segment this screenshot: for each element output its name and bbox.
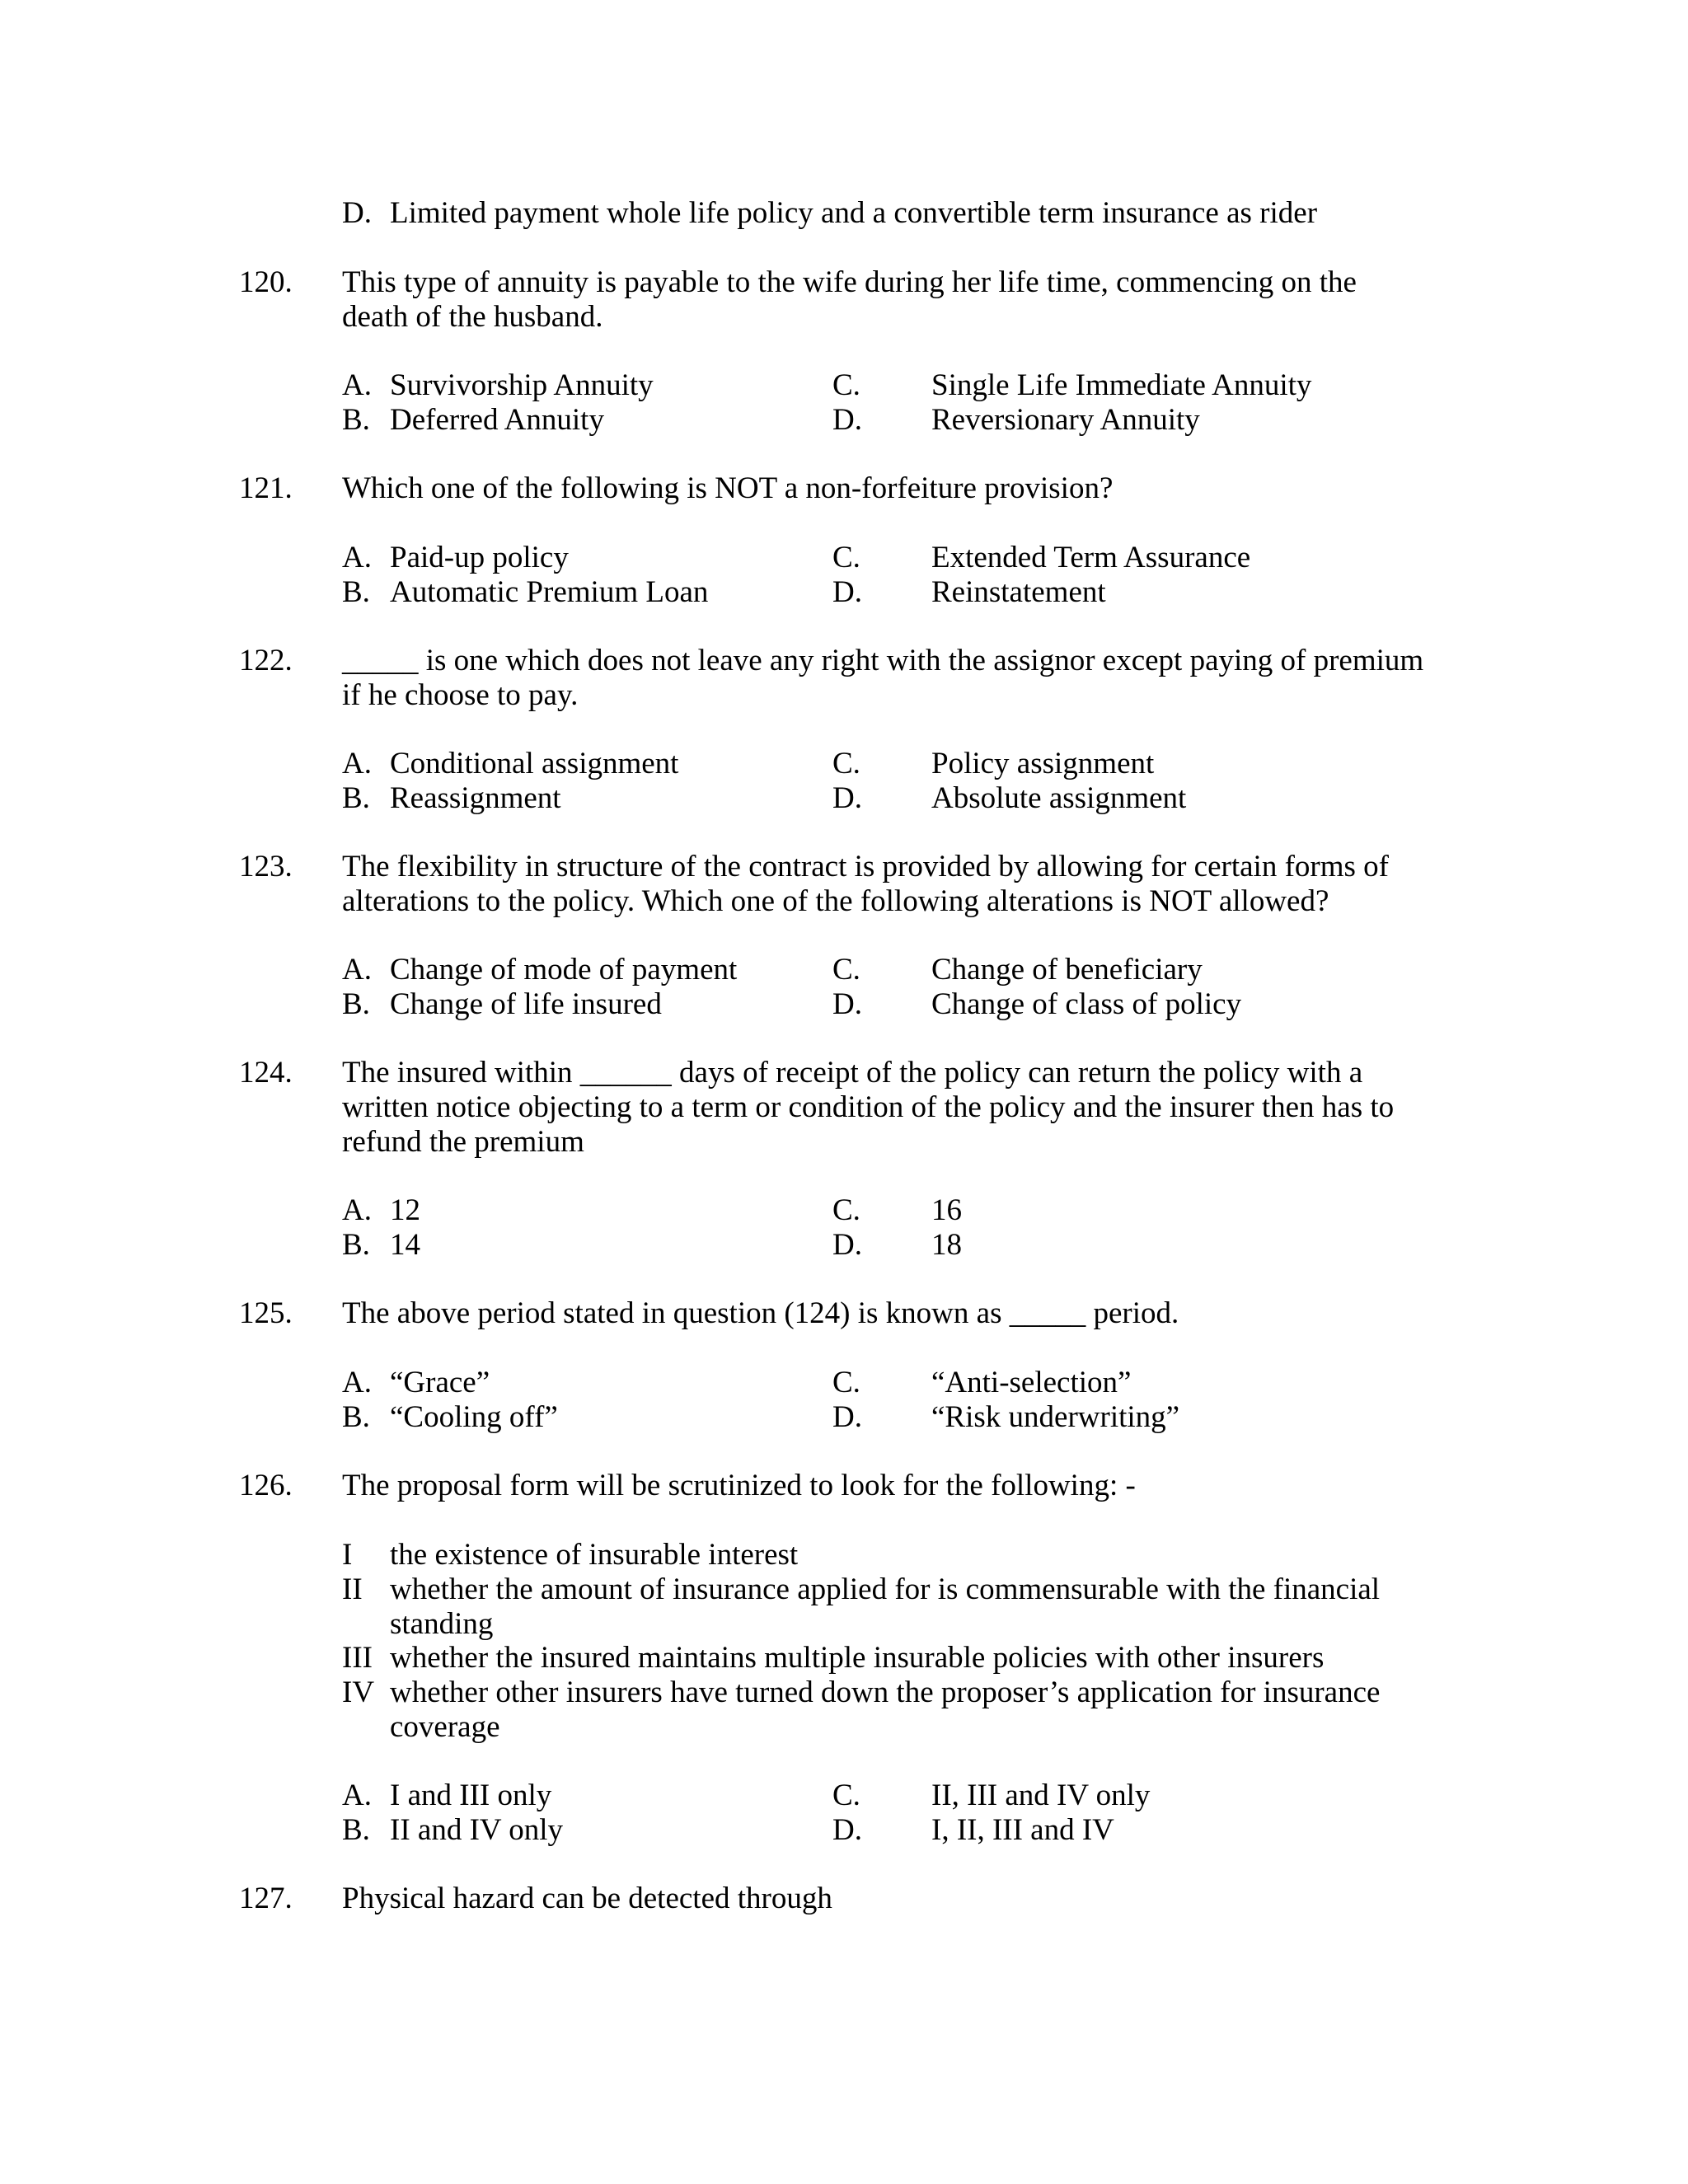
statement-numeral: II: [342, 1572, 363, 1606]
question-text-part: days of receipt of the policy can return the policy with a written notice objecting to a term or condition of the policy and the insurer then has to refund the premium: [342, 1056, 1395, 1159]
question-number: 125.: [239, 1296, 293, 1330]
question-number: 122.: [239, 644, 293, 677]
option-text: 16: [931, 1193, 962, 1227]
option-text: Absolute assignment: [931, 781, 1187, 815]
option-text: Survivorship Annuity: [390, 368, 654, 402]
question-text-part: is one which does not leave any right with the assignor except paying of premium if he choose to pay.: [342, 644, 1424, 712]
answer-blank: ______: [579, 1056, 672, 1090]
option-text: I, II, III and IV: [931, 1813, 1114, 1847]
option-letter: C.: [832, 747, 860, 780]
option-text: Paid-up policy: [390, 541, 569, 574]
option-text: Change of beneficiary: [931, 953, 1203, 987]
option-letter: B.: [342, 987, 370, 1021]
option-text: Policy assignment: [931, 747, 1155, 780]
question-text-part: The insured within: [342, 1056, 580, 1090]
option-text: Conditional assignment: [390, 747, 679, 780]
option-letter: C.: [832, 953, 860, 987]
option-letter: B.: [342, 1400, 370, 1434]
option-letter: C.: [832, 368, 860, 402]
option-text: Change of class of policy: [931, 987, 1242, 1021]
question-number: 126.: [239, 1469, 293, 1502]
option-text: Change of life insured: [390, 987, 662, 1021]
option-text: Reinstatement: [931, 575, 1106, 609]
statement-numeral: III: [342, 1641, 373, 1675]
option-text: I and III only: [390, 1779, 552, 1812]
question-number: 121.: [239, 471, 293, 505]
statement-text: whether the amount of insurance applied for is commensurable with the financial standing: [390, 1572, 1381, 1641]
option-letter: B.: [342, 781, 370, 815]
option-letter: D.: [832, 1813, 862, 1847]
option-letter: D.: [832, 403, 862, 437]
option-text: Deferred Annuity: [390, 403, 604, 437]
statement-numeral: IV: [342, 1675, 375, 1709]
question-text-part: The above period stated in question (124) is known as: [342, 1296, 1010, 1330]
question-text: [342, 644, 1430, 713]
option-letter: D.: [832, 987, 862, 1021]
answer-blank: _____: [1009, 1296, 1086, 1330]
option-letter: D.: [832, 781, 862, 815]
option-text: “Risk underwriting”: [931, 1400, 1180, 1434]
option-text: “Grace”: [390, 1366, 490, 1399]
option-text: Change of mode of payment: [390, 953, 738, 987]
question-number: 120.: [239, 265, 293, 299]
option-text: 12: [390, 1193, 420, 1227]
option-letter: C.: [832, 1779, 860, 1812]
option-letter: B.: [342, 575, 370, 609]
option-text: Reversionary Annuity: [931, 403, 1200, 437]
option-letter: C.: [832, 1366, 860, 1399]
statement-numeral: I: [342, 1538, 353, 1572]
question-text-part: period.: [1085, 1296, 1179, 1330]
option-letter: A.: [342, 1366, 372, 1399]
option-text: Reassignment: [390, 781, 561, 815]
option-text: 18: [931, 1228, 962, 1262]
carryover-option-letter: D.: [342, 196, 372, 230]
option-text: Automatic Premium Loan: [390, 575, 709, 609]
option-letter: A.: [342, 541, 372, 574]
statement-text: whether other insurers have turned down the proposer’s application for insurance coverage: [390, 1675, 1381, 1744]
option-letter: B.: [342, 403, 370, 437]
option-text: II, III and IV only: [931, 1779, 1151, 1812]
statement-text: the existence of insurable interest: [390, 1538, 799, 1572]
question-number: 127.: [239, 1882, 293, 1915]
option-letter: A.: [342, 747, 372, 780]
statement-text: whether the insured maintains multiple insurable policies with other insurers: [390, 1641, 1325, 1675]
option-letter: B.: [342, 1813, 370, 1847]
option-letter: D.: [832, 1228, 862, 1262]
question-text: [342, 1056, 1430, 1160]
option-text: 14: [390, 1228, 420, 1262]
option-text: Extended Term Assurance: [931, 541, 1251, 574]
option-text: “Cooling off”: [390, 1400, 558, 1434]
option-letter: D.: [832, 1400, 862, 1434]
question-text: This type of annuity is payable to the wife during her life time, commencing on the death of the husband.: [342, 265, 1357, 334]
question-text: Which one of the following is NOT a non-forfeiture provision?: [342, 471, 1114, 505]
option-letter: A.: [342, 953, 372, 987]
option-letter: B.: [342, 1228, 370, 1262]
option-letter: A.: [342, 368, 372, 402]
option-text: II and IV only: [390, 1813, 563, 1847]
option-letter: D.: [832, 575, 862, 609]
question-number: 123.: [239, 850, 293, 883]
option-letter: A.: [342, 1193, 372, 1227]
question-text: Physical hazard can be detected through: [342, 1882, 832, 1915]
carryover-option-text: Limited payment whole life policy and a convertible term insurance as rider: [390, 196, 1318, 230]
question-text: The proposal form will be scrutinized to look for the following: -: [342, 1469, 1136, 1502]
question-number: 124.: [239, 1056, 293, 1090]
answer-blank: _____: [342, 644, 419, 677]
option-text: Single Life Immediate Annuity: [931, 368, 1312, 402]
option-text: “Anti-selection”: [931, 1366, 1132, 1399]
option-letter: A.: [342, 1779, 372, 1812]
question-text: [342, 1296, 1430, 1331]
question-text: The flexibility in structure of the contract is provided by allowing for certain forms of alterations to the policy. Which one of the following alterations is NOT allowed?: [342, 850, 1389, 918]
option-letter: C.: [832, 541, 860, 574]
option-letter: C.: [832, 1193, 860, 1227]
